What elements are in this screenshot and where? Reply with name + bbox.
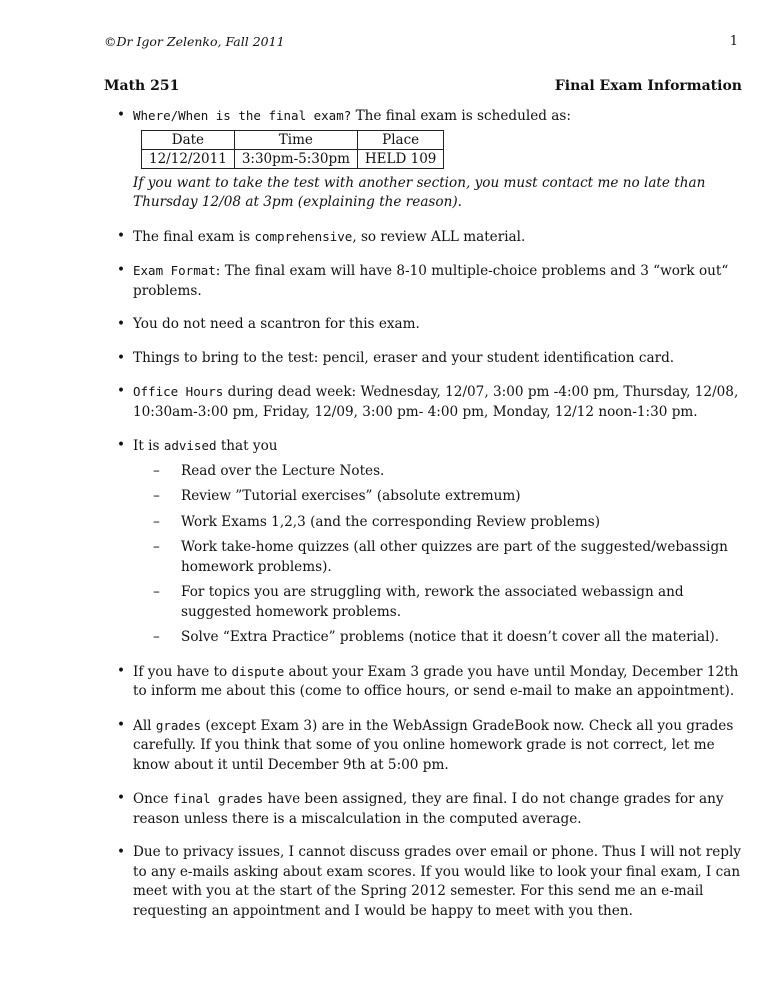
copyright-symbol: ©: [104, 34, 117, 49]
text-fragment: : The final exam will have 8-10 multiple-choice problems and 3 “work out“ problems.: [133, 263, 729, 299]
table-header-date: Date: [142, 130, 235, 149]
list-item-where: [104, 106, 744, 213]
subitem-text: Review ”Tutorial exercises” (absolute extremum): [181, 488, 521, 504]
list-item-format: [104, 261, 744, 301]
bullet: •: [117, 662, 126, 679]
list-item-grades: [104, 716, 744, 776]
text-fragment: The final exam is: [133, 228, 255, 245]
dash: –: [153, 513, 160, 530]
bullet: •: [117, 716, 126, 733]
info-list: [104, 106, 744, 935]
section-note: If you want to take the test with another section, you must contact me no late than Thursday 12/08 at 3pm (explaining the reason).: [133, 174, 706, 210]
list-item-bring: [104, 349, 744, 369]
list-item-advised: [104, 436, 744, 648]
list-item-final-grades: [104, 789, 744, 829]
table-header-row: [142, 130, 444, 149]
list-item-dispute: [104, 662, 744, 702]
page-number: 1: [729, 34, 738, 49]
table-row: [142, 149, 444, 168]
bullet: •: [117, 262, 126, 278]
where-label: Where/When is the final exam?: [133, 108, 352, 123]
exam-date: 12/12/2011: [142, 149, 235, 168]
keyword-comprehensive: comprehensive: [254, 228, 353, 244]
dash: –: [153, 539, 160, 555]
privacy-text: Due to privacy issues, I cannot discuss grades over email or phone. Thus I will not reply to any e-mails asking about exam scores. If you would like to look your final exam, I can meet with you at the start of the Spring 2012 semester. For this send me an e-mail requesting an appointment and I would be happy to meet with you then.: [133, 844, 741, 919]
dash: –: [153, 488, 160, 504]
list-item: [153, 487, 744, 507]
list-item: [153, 538, 744, 577]
exam-place: HELD 109: [357, 149, 443, 168]
text-fragment: (except Exam 3) are in the WebAssign GradeBook now. Check all you grades carefully. If you think that some of you online homework grade is not correct, let me know about it until December 9th at 5:00 pm.: [133, 717, 734, 773]
where-text: The final exam is scheduled as:: [351, 108, 571, 124]
bullet: •: [117, 227, 126, 244]
subitem-text: Work Exams 1,2,3 (and the corresponding Review problems): [181, 513, 601, 530]
list-item: [153, 513, 744, 533]
text-fragment: about your Exam 3 grade you have until Monday, December 12th to inform me about this (come to office hours, or send e-mail to make an appointment).: [133, 663, 739, 699]
subitem-text: Solve “Extra Practice” problems (notice that it doesn’t cover all the material).: [181, 629, 720, 645]
advised-sublist: [153, 462, 744, 648]
text-fragment: Once: [133, 791, 173, 807]
bullet: •: [117, 844, 126, 860]
list-item: [153, 462, 744, 482]
keyword-advised: advised: [163, 438, 217, 453]
keyword-exam-format: Exam Format: [133, 263, 216, 278]
exam-time: 3:30pm-5:30pm: [234, 149, 357, 168]
keyword-office-hours: Office Hours: [133, 384, 224, 399]
subitem-text: For topics you are struggling with, rework the associated webassign and suggested homework problems.: [181, 584, 684, 620]
list-item-privacy: [104, 843, 744, 921]
subitem-text: Read over the Lecture Notes.: [181, 462, 385, 479]
text-fragment: , so review ALL material.: [352, 228, 526, 245]
header-author: Dr Igor Zelenko, Fall 2011: [116, 34, 285, 49]
list-item-scantron: [104, 315, 744, 335]
bring-text: Things to bring to the test: pencil, eraser and your student identification card.: [133, 349, 675, 366]
subitem-text: Work take-home quizzes (all other quizzes are part of the suggested/webassign homework problems).: [181, 539, 728, 575]
dash: –: [153, 462, 160, 479]
dash: –: [153, 629, 160, 645]
bullet: •: [117, 437, 126, 453]
table-header-time: Time: [234, 130, 357, 149]
keyword-grades: grades: [155, 717, 201, 733]
keyword-dispute: dispute: [231, 663, 285, 679]
text-fragment: have been assigned, they are final. I do not change grades for any reason unless there is a miscalculation in the computed average.: [133, 791, 724, 827]
keyword-final-grades: final grades: [172, 791, 264, 806]
dash: –: [153, 584, 160, 600]
list-item: [153, 583, 744, 622]
text-fragment: during dead week: Wednesday, 12/07, 3:00 pm -4:00 pm, Thursday, 12/08, 10:30am-3:00 pm, Friday, 12/09, 3:00 pm- 4:00 pm, Monday, 12/12 noon-1:30 pm.: [133, 384, 739, 420]
text-fragment: All: [133, 717, 156, 734]
text-fragment: If you have to: [133, 663, 232, 680]
text-fragment: that you: [216, 438, 278, 454]
exam-schedule-table: [141, 130, 444, 169]
table-header-place: Place: [357, 130, 443, 149]
bullet: •: [117, 790, 126, 806]
document-title: Final Exam Information: [554, 78, 742, 94]
list-item: [153, 628, 744, 648]
running-header: [104, 34, 285, 49]
bullet: •: [117, 383, 126, 399]
bullet: •: [117, 316, 126, 332]
scantron-text: You do not need a scantron for this exam.: [133, 316, 420, 332]
list-item-comprehensive: [104, 227, 744, 248]
list-item-office-hours: [104, 382, 744, 422]
bullet: •: [117, 107, 126, 123]
course-title: Math 251: [104, 78, 180, 94]
text-fragment: It is: [133, 438, 164, 454]
bullet: •: [117, 349, 126, 366]
